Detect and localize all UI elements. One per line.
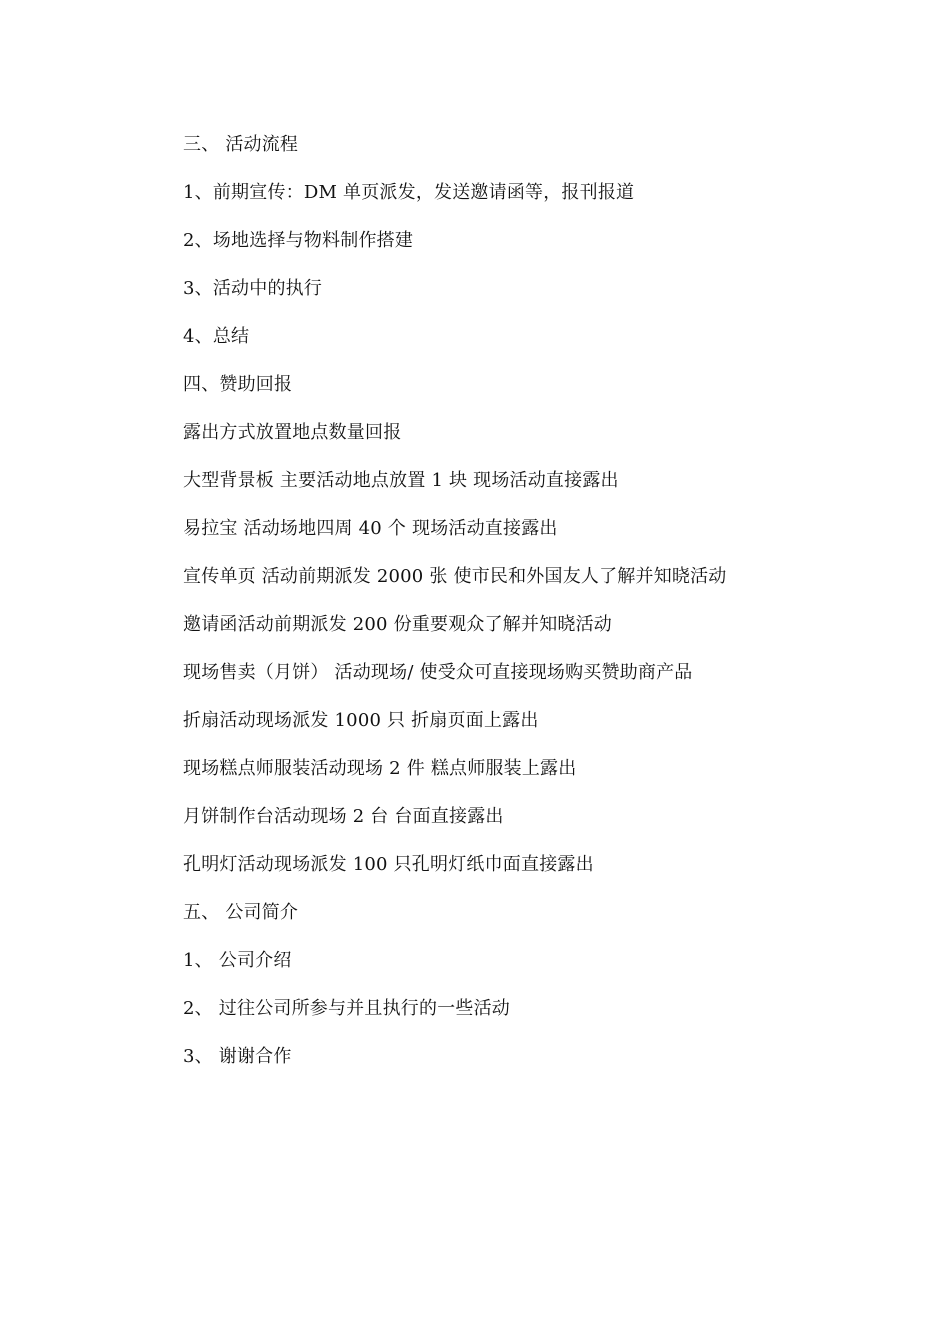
section-heading-company-profile: 五、 公司简介: [183, 902, 299, 923]
document-body: [183, 121, 823, 1081]
list-item: 3、 谢谢合作: [183, 1046, 292, 1067]
sponsorship-row: 现场糕点师服装活动现场 2 件 糕点师服装上露出: [183, 758, 577, 779]
list-item: 1、前期宣传：DM 单页派发，发送邀请函等，报刊报道: [183, 182, 635, 203]
section-heading-activity-process: 三、 活动流程: [183, 134, 299, 155]
sponsorship-row: 宣传单页 活动前期派发 2000 张 使市民和外国友人了解并知晓活动: [183, 566, 727, 587]
list-item: 1、 公司介绍: [183, 950, 292, 971]
sponsorship-row: 易拉宝 活动场地四周 40 个 现场活动直接露出: [183, 518, 558, 539]
list-item: 3、活动中的执行: [183, 278, 323, 299]
sponsorship-row: 现场售卖（月饼） 活动现场/ 使受众可直接现场购买赞助商产品: [183, 662, 693, 683]
sponsorship-row: 邀请函活动前期派发 200 份重要观众了解并知晓活动: [183, 614, 612, 635]
sponsorship-table-header: 露出方式放置地点数量回报: [183, 422, 402, 443]
sponsorship-row: 大型背景板 主要活动地点放置 1 块 现场活动直接露出: [183, 470, 619, 491]
section-heading-sponsorship-return: 四、赞助回报: [183, 374, 293, 395]
list-item: 2、 过往公司所参与并且执行的一些活动: [183, 998, 510, 1019]
sponsorship-row: 孔明灯活动现场派发 100 只孔明灯纸巾面直接露出: [183, 854, 594, 875]
sponsorship-row: 月饼制作台活动现场 2 台 台面直接露出: [183, 806, 504, 827]
sponsorship-row: 折扇活动现场派发 1000 只 折扇页面上露出: [183, 710, 539, 731]
list-item: 2、场地选择与物料制作搭建: [183, 230, 414, 251]
list-item: 4、总结: [183, 326, 250, 347]
